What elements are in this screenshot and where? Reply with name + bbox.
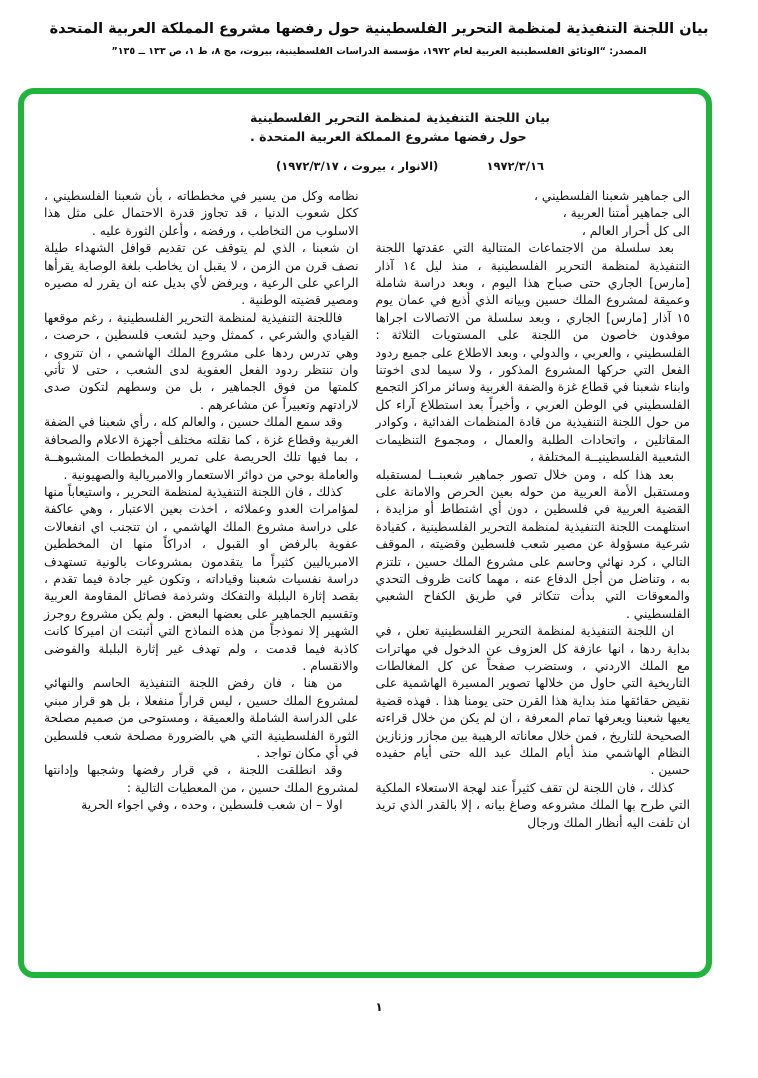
publication-note: (الانوار ، بيروت ، ١٩٧٢/٣/١٧)	[276, 159, 439, 173]
body-paragraph: كذلك ، فان اللجنة لن تقف كثيراً عند لهجة الاستعلاء الملكية التي طرح بها الملك مشروعه وصاغ بيانه ، إلا بالقدر الذي تريد ان تلفت اليه أنظار الملك ورجال	[375, 780, 690, 830]
body-paragraph: بعد هذا كله ، ومن خلال تصور جماهير شعبنــا لمستقبله ومستقبل الأمة العربية من حوله بعين الحرص والامانة على القضية العربية في فلسطين ، دون أي اشتطاط أو مزايدة ، استلهمت اللجنة التنفيذية لمنظمة التحرير الفلسطينية ، كقيادة شرعية مسؤولة عن مصير شعب فلسطين وقضيته ، الموقف التالي ، كرد نهائي وحاسم على مشروع الملك حسين ، تلتزم به ، وتناضل من أجل الدفاع عنه ، مهما كانت ظروف التحدي والمعوقات التي بدأت تتكاثر في طريق الكفاح الشعبي الفلسطيني .	[375, 467, 690, 621]
salutation-line: الى كل أحرار العالم ،	[581, 223, 690, 238]
document-title: بيان اللجنة التنفيذية لمنظمة التحرير الفلسطينية حول رفضها مشروع المملكة العربية المتحدة .	[250, 110, 550, 144]
page-header	[0, 20, 758, 57]
column-left	[44, 188, 359, 832]
document-frame	[18, 88, 712, 978]
page-number: ١	[375, 1000, 383, 1014]
body-paragraph: فاللجنة التنفيذية لمنظمة التحرير الفلسطينية ، رغم موقعها القيادي والشرعي ، كممثل وحيد لشعب فلسطين ، حرصت ، وهي تدرس ردها على مشروع الملك الهاشمي ، ان تتروى ، وان تنتظر ردود الفعل العفوية لدى الشعب ، حتى لا تأتي كلمتها من فوق الجماهير ، بل من وسطهم لتكون صدى لارادتهم وتعبيراً عن مشاعرهم .	[44, 310, 359, 412]
body-paragraph: ان اللجنة التنفيذية لمنظمة التحرير الفلسطينية تعلن ، في بداية ردها ، انها عازفة كل العزوف عن الدخول في مهاترات مع الملك الاردني ، وستضرب صفحاً عن كل المغالطات التاريخية التي حاول من خلالها تصوير المسيرة الهاشمية على نقيض حقائقها منذ بداية هذا القرن حتى يومنا هذا . فهذه قضية يعيها شعبنا ويعرفها تمام المعرفة ، ان لم يكن من خلال قراءته الصحيحة للتاريخ ، فمن خلال معاناته الرهيبة بين مجازر وزنازين النظام الهاشمي منذ أيام الملك عبد الله حتى أيام حفيده حسين .	[375, 624, 690, 778]
body-paragraph: ان شعبنا ، الذي لم يتوقف عن تقديم قوافل الشهداء طيلة نصف قرن من الزمن ، لا يقبل ان يخاطب بلغة الوصاية يقرأها الراعي على الرعية ، ويرفض لأي بديل عنه ان يقرر له مصيره ومصير قضيته الوطنية .	[44, 241, 359, 308]
body-paragraph: اولا – ان شعب فلسطين ، وحده ، وفي اجواء الحرية	[81, 798, 343, 813]
body-paragraph: كذلك ، فان اللجنة التنفيذية لمنظمة التحرير ، واستيعاباً منها لمؤامرات العدو وعملائه ، اخذت بعين الاعتبار ، وهي عاكفة على دراسة مشروع الملك الهاشمي ، ان تتجنب اي انفعالات عفوية بالرفض او القبول ، ادراكاً منها ان المخططين الامبرياليين كثيراً ما يتقدمون بمشروعات بالونية تستهدف دراسة نفسيات شعبنا وقياداته ، وتكون غير جادة فيما تقدم ، بقصد إثارة البلبلة والتفكك وشرذمة فصائل المقاومة العربية وتقسيم الجماهير على بعضها البعض . ولم يكن مشروع روجرز الشهير إلا نموذجاً من هذه النماذج التي أثبتت ان اميركا كانت كاذبة فيما قدمت ، ولم تهدف غير إثارة البلبلة والفوضى والانقسام .	[44, 484, 359, 673]
source-citation: المصدر: “الوثائق الفلسطينية العربية لعام ١٩٧٢، مؤسسة الدراسات الفلسطينية، بيروت، مج ٨، ط ١، ص ١٣٣ ــ ١٣٥”	[111, 46, 647, 57]
two-column-body	[44, 188, 690, 832]
body-paragraph: بعد سلسلة من الاجتماعات المتتالية التي عقدتها اللجنة التنفيذية لمنظمة التحرير الفلسطينية ، منذ ليل ١٤ آذار [مارس] الجاري حتى صباح هذا اليوم ، وبعد دراسة شاملة وعميقة لمشروع الملك حسين وبيانه الذي أذيع في عمان يوم ١٥ آذار [مارس] الجاري ، وبعد سلسلة من الاتصالات اجراها موفدون خاصون من اللجنة على المستويات الثلاثة : الفلسطيني ، والعربي ، والدولي ، وبعد الاطلاع على جميع ردود الفعل التي حركها المشروع المذكور ، ولا سيما لدى اخوتنا وابناء شعبنا في قطاع غزة والضفة الغربية وسائر مراكز التجمع الفلسطيني في الوطن العربي ، وأخيراً بعد استطلاع آراء كل من حول اللجنة التنفيذية من قادة المنظمات الفدائية ، وكوادر المقاتلين ، واتحادات الطلبة والعمال ، ومجموع التنظيمات الشعبية الفلسطينيــة المختلفة ،	[375, 241, 690, 465]
date-row	[276, 159, 544, 173]
salutation-line: الى جماهير أمتنا العربية ،	[562, 206, 690, 221]
column-right	[376, 188, 691, 832]
body-paragraph: نظامه وكل من يسير في مخططاته ، بأن شعبنا الفلسطيني ، ككل شعوب الدنيا ، قد تجاوز قدرة الاحتمال على مثل هذا الاسلوب من التخاطب ، ورفضه ، وأعلن الثورة عليه .	[44, 189, 359, 238]
body-paragraph: من هنا ، فان رفض اللجنة التنفيذية الحاسم والنهائي لمشروع الملك حسين ، ليس قراراً منفعلا ، بل هو قرار مبني على الدراسة الشاملة والعميقة ، ومستوحى من صميم مصلحة الثورة الفلسطينية التي هي بالضرورة مصلحة شعب فلسطين في أي مكان تواجد .	[44, 676, 359, 760]
document-date: ١٩٧٢/٣/١٦	[486, 159, 544, 173]
body-paragraph: وقد انطلقت اللجنة ، في قرار رفضها وشجبها وإدانتها لمشروع الملك حسين ، من المعطيات التالية :	[44, 763, 359, 795]
body-paragraph: وقد سمع الملك حسين ، والعالم كله ، رأي شعبنا في الضفة الغربية وقطاع غزة ، كما نقلته مختلف أجهزة الاعلام والصحافة ، بما فيها تلك الحريصة على تمرير المخططات المشبوهــة والعاملة بوحي من دوائر الاستعمار والامبريالية والصهيونية .	[44, 415, 359, 482]
salutation-line: الى جماهير شعبنا الفلسطيني ،	[533, 189, 690, 203]
page-title: بيان اللجنة التنفيذية لمنظمة التحرير الفلسطينية حول رفضها مشروع المملكة العربية المتحدة	[49, 21, 709, 37]
